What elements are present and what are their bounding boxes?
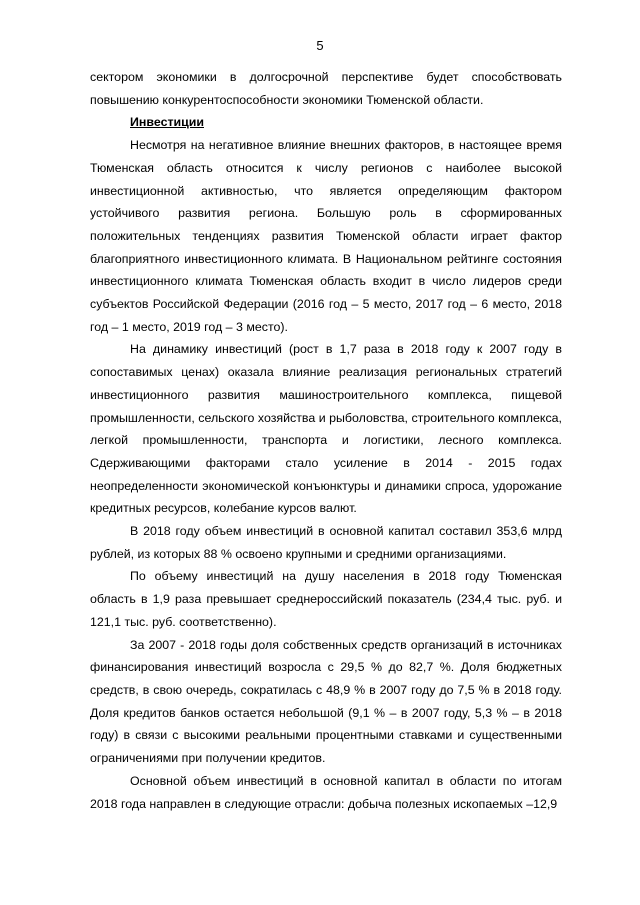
document-body xyxy=(90,66,562,815)
paragraph-continuation: сектором экономики в долгосрочной перспективе будет способствовать повышению конкурентоспособности экономики Тюменской области. xyxy=(90,70,562,107)
paragraph-industry-distribution: Основной объем инвестиций в основной капитал в области по итогам 2018 года направлен в следующие отрасли: добыча полезных ископаемых –12,9 xyxy=(90,773,562,811)
paragraph-investment-dynamics: На динамику инвестиций (рост в 1,7 раза в 2018 году к 2007 году в сопоставимых ценах) оказала влияние реализация региональных стратегий инвестиционного развития машиностроительного комплекса, пищевой промышленности, сельского хозяйства и рыболовства, строительного комплекса, легкой промышленности, транспорта и логистики, лесного комплекса. Сдерживающими факторами стало усиление в 2014 - 2015 годах неопределенности экономической конъюнктуры и динамики спроса, удорожание кредитных ресурсов, колебание курсов валют. xyxy=(90,342,562,516)
paragraph-per-capita: По объему инвестиций на душу населения в 2018 году Тюменская область в 1,9 раза превышает среднероссийский показатель (234,4 тыс. руб. и 121,1 тыс. руб. соответственно). xyxy=(90,569,562,629)
paragraph-financing-sources: За 2007 - 2018 годы доля собственных средств организаций в источниках финансирования инвестиций возросла с 29,5 % до 82,7 %. Доля бюджетных средств, в свою очередь, сократилась с 48,9 % в 2007 году до 7,5 % в 2018 году. Доля кредитов банков остается небольшой (9,1 % – в 2007 году, 5,3 % – в 2018 году) в связи с высокими реальными процентными ставками и существенными ограничениями при получении кредитов. xyxy=(90,637,562,766)
section-heading: Инвестиции xyxy=(130,115,204,130)
paragraph-investment-climate: Несмотря на негативное влияние внешних факторов, в настоящее время Тюменская область относится к числу регионов с наиболее высокой инвестиционной активностью, что является определяющим фактором устойчивого развития региона. Большую роль в сформированных положительных тенденциях развития Тюменской области играет фактор благоприятного инвестиционного климата. В Национальном рейтинге состояния инвестиционного климата Тюменская область входит в число лидеров среди субъектов Российской Федерации (2016 год – 5 место, 2017 год – 6 место, 2018 год – 1 место, 2019 год – 3 место). xyxy=(90,138,562,334)
page-number: 5 xyxy=(316,38,324,53)
paragraph-investment-volume: В 2018 году объем инвестиций в основной капитал составил 353,6 млрд рублей, из которых 88 % освоено крупными и средними организациями. xyxy=(90,524,562,561)
